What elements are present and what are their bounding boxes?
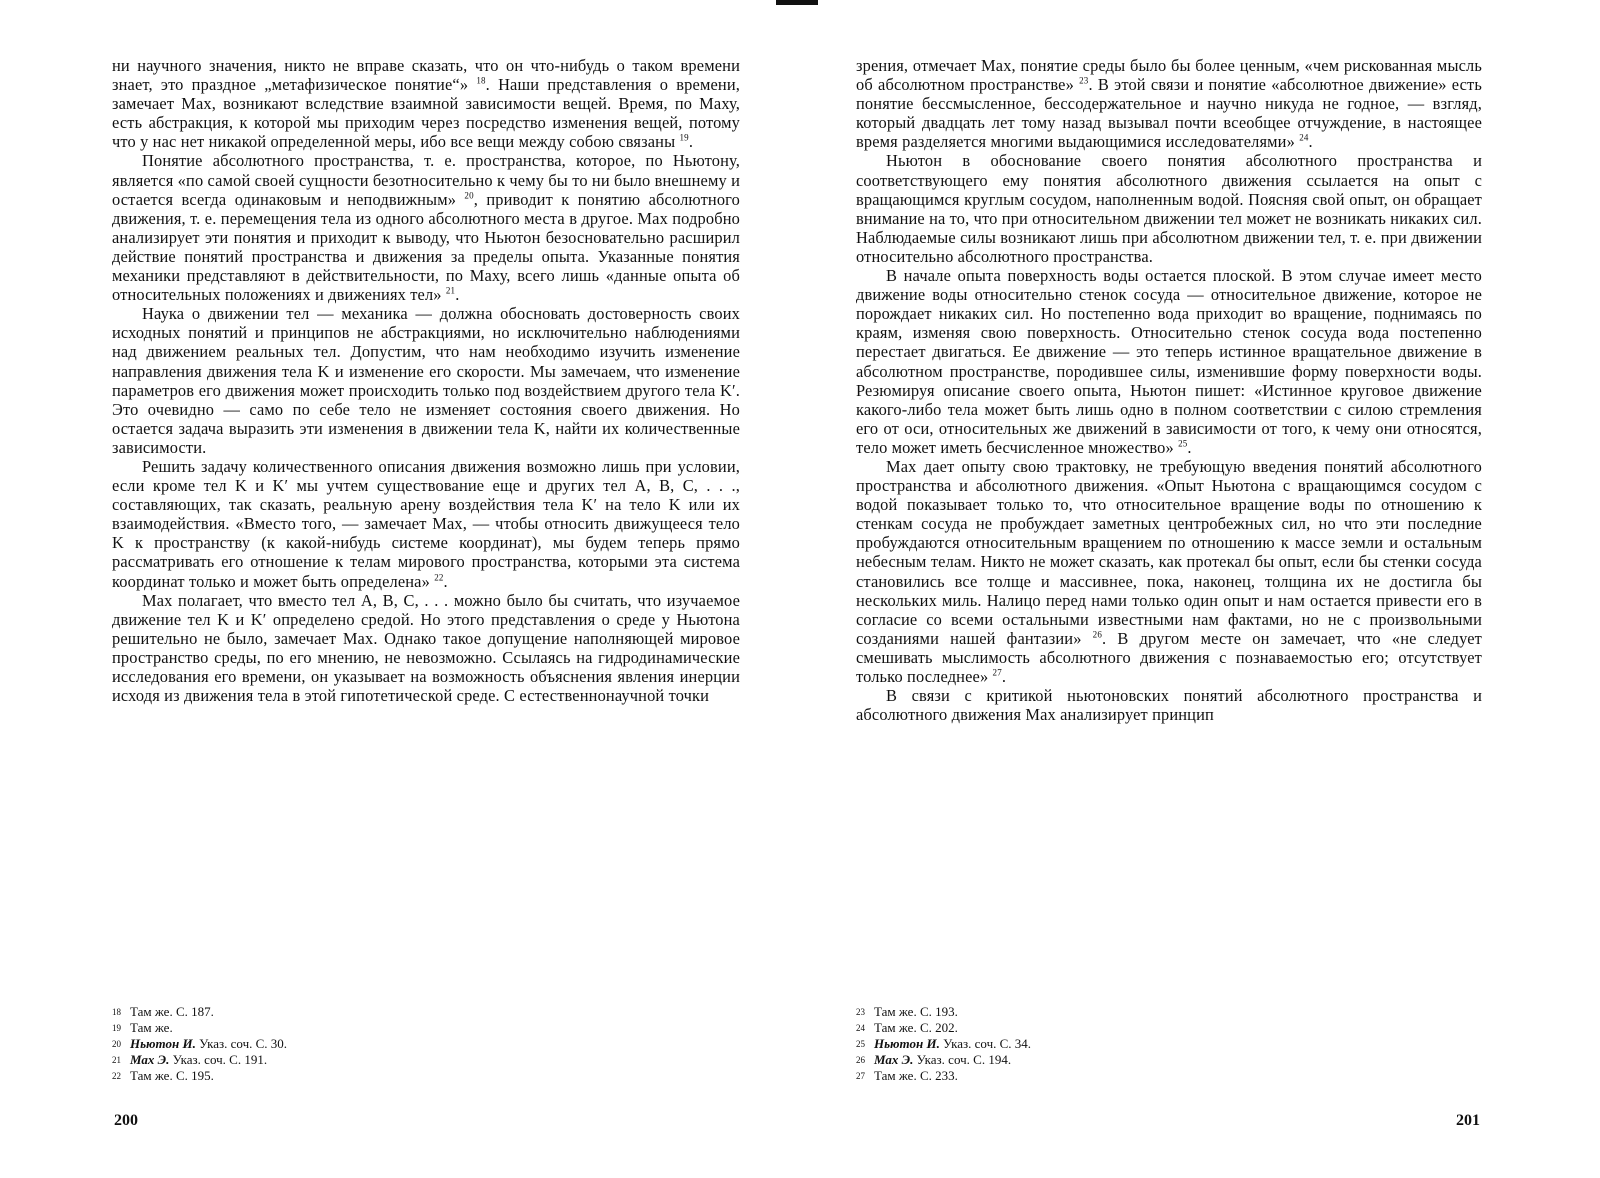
right-page-body: [856, 56, 1482, 996]
paragraph: В начале опыта поверхность воды остается плоской. В этом случае имеет место движение воды относительно стенок сосуда — относительное движение, которое не порождает никаких сил. Но постепенно вода приходит во вращение, поднимаясь по краям, изменяя свою поверхность. Относительно стенок сосуда вода постепенно перестает двигаться. Ее движение — это теперь истинное вращательное движение в абсолютном пространстве, породившее силы, изменившие форму поверхности воды. Резюмируя описание своего опыта, Ньютон пишет: «Истинное круговое движение какого-либо тела может быть лишь одно в полном соответствии с силою стремления его от оси, относительных же движений в зависимости от того, к чему они относятся, тело может иметь бесчисленное множество» $^{25}$.: [856, 266, 1482, 457]
footnote-ref: 20: [464, 190, 474, 201]
footnote: 26 Мах Э. Указ. соч. С. 194.: [856, 1052, 1012, 1067]
paragraph: Решить задачу количественного описания движения возможно лишь при условии, если кроме тел K и K′ мы учтем существование еще и других тел A, B, C, . . ., составляющих, так сказать, реальную арену воздействия тела K′ на тело K или их взаимодействия. «Вместо того, — замечает Мах, — чтобы относить движущееся тело K к пространству (к какой-нибудь системе координат), мы будем теперь прямо рассматривать его отношение к телам мирового пространства, которыми эта система координат только и может быть определена» $^{22}$.: [112, 456, 740, 591]
footnote-ref: 23: [1079, 75, 1089, 86]
footnote: 21 Мах Э. Указ. соч. С. 191.: [112, 1052, 268, 1067]
footnote: 18 Там же. С. 187.: [112, 1004, 214, 1019]
paragraph: ни научного значения, никто не вправе сказать, что он что-нибудь о таком времени знает, это праздное „метафизическое понятие“» $^{18}$. Наши представления о времени, замечает Мах, возникают вследствие взаимной зависимости вещей. Время, по Маху, есть абстракция, к которой мы приходим через посредство изменения вещей, потому что у нас нет никакой определенной меры, ибо все вещи между собою связаны $^{19}$.: [112, 56, 740, 152]
footnote-ref: 18: [476, 75, 486, 86]
footnote: 20 Ньютон И. Указ. соч. С. 30.: [112, 1036, 288, 1051]
left-page: [112, 56, 740, 1129]
footnote-ref: 22: [434, 572, 444, 583]
footnote-ref: 26: [1092, 629, 1102, 640]
paragraph: В связи с критикой ньютоновских понятий абсолютного пространства и абсолютного движения Мах анализирует принцип: [856, 686, 1482, 725]
footnote-ref: 21: [445, 285, 456, 296]
footnote: 24 Там же. С. 202.: [856, 1020, 958, 1035]
left-footnotes: [112, 1004, 740, 1084]
page-number: 200: [114, 1112, 138, 1129]
paragraph: Ньютон в обоснование своего понятия абсолютного пространства и соответствующего ему понятия абсолютного движения ссылается на опыт с вращающимся круглым сосудом, наполненным водой. Поясняя свой опыт, он обращает внимание на то, что при относительном движении тел может не возникать никаких сил. Наблюдаемые силы возникают лишь при абсолютном движении тел, т. е. при движении относительно абсолютного пространства.: [856, 151, 1482, 266]
right-footnotes: [856, 1004, 1482, 1084]
footnote-ref: 19: [679, 132, 689, 143]
top-crop-mark: [776, 0, 818, 5]
paragraph: Наука о движении тел — механика — должна обосновать достоверность своих исходных понятий и принципов не абстракциями, но исключительно наблюдениями над движением реальных тел. Допустим, что нам необходимо изучить изменение направления движения тела K и изменение его скорости. Мы замечаем, что изменение параметров его движения может происходить только под воздействием другого тела K′. Это очевидно — само по себе тело не изменяет состояния своего движения. Но остается задача выразить эти изменения в движении тела K, найти их количественные зависимости.: [112, 304, 740, 457]
paragraph: Мах полагает, что вместо тел A, B, C, . . . можно было бы считать, что изучаемое движение тел K и K′ определено средой. Но этого представления о среде у Ньютона решительно не было, замечает Мах. Однако такое допущение наполняющей мировое пространство среды, по его мнению, не невозможно. Ссылаясь на гидродинамические исследования его времени, он указывает на возможность объяснения явления инерции исходя из движения тела в этой гипотетической среде. С естественнонаучной точки: [112, 590, 740, 706]
right-page: [856, 56, 1482, 1129]
footnote: 19 Там же.: [112, 1020, 173, 1035]
footnote: 27 Там же. С. 233.: [856, 1068, 958, 1083]
page-number: 201: [1456, 1112, 1480, 1129]
paragraph: Мах дает опыту свою трактовку, не требующую введения понятий абсолютного пространства и абсолютного движения. «Опыт Ньютона с вращающимся сосудом с водой показывает только то, что относительное вращение воды по отношению к стенкам сосуда не пробуждает заметных центробежных сил, но что эти последние пробуждаются относительным вращением по отношению к массе земли и остальным небесным телам. Никто не может сказать, как протекал бы опыт, если бы стенки сосуда становились все толще и массивнее, пока, наконец, толщина их не достигла бы нескольких миль. Налицо перед нами только один опыт и нам остается привести его в согласие со всеми остальными известными нам фактами, но не с произвольными созданиями нашей фантазии» $^{26}$. В другом месте он замечает, что «не следует смешивать мыслимость абсолютного движения с познаваемостью его; отсутствует только последнее» $^{27}$.: [856, 456, 1482, 686]
left-page-body: [112, 56, 740, 996]
footnote-ref: 25: [1178, 438, 1188, 449]
footnote-ref: 27: [992, 667, 1002, 678]
paragraph: Понятие абсолютного пространства, т. е. пространства, которое, по Ньютону, является «по самой своей сущности безотносительно к чему бы то ни было внешнему и остается всегда одинаковым и неподвижным» $^{20}$, приводит к понятию абсолютного движения, т. е. перемещения тела из одного абсолютного места в другое. Мах подробно анализирует эти понятия и приходит к выводу, что Ньютон безосновательно расширил действие понятий пространства и движения за пределы опыта. Указанные понятия механики представляют в действительности, по Маху, всего лишь «данные опыта об относительных положениях и движениях тел» $^{21}$.: [112, 151, 740, 305]
paragraph: зрения, отмечает Мах, понятие среды было бы более ценным, «чем рискованная мысль об абсолютном пространстве» $^{23}$. В этой связи и понятие «абсолютное движение» есть понятие бессмысленное, бессодержательное и научно никуда не годное, — взгляд, который двадцать лет тому назад вызывал почти всеобщее отчуждение, в настоящее время разделяется многими выдающимися исследователями» $^{24}$.: [856, 56, 1482, 152]
footnote: 22 Там же. С. 195.: [112, 1068, 214, 1083]
footnote-ref: 24: [1299, 132, 1309, 143]
footnote: 23 Там же. С. 193.: [856, 1004, 958, 1019]
footnote: 25 Ньютон И. Указ. соч. С. 34.: [856, 1036, 1032, 1051]
